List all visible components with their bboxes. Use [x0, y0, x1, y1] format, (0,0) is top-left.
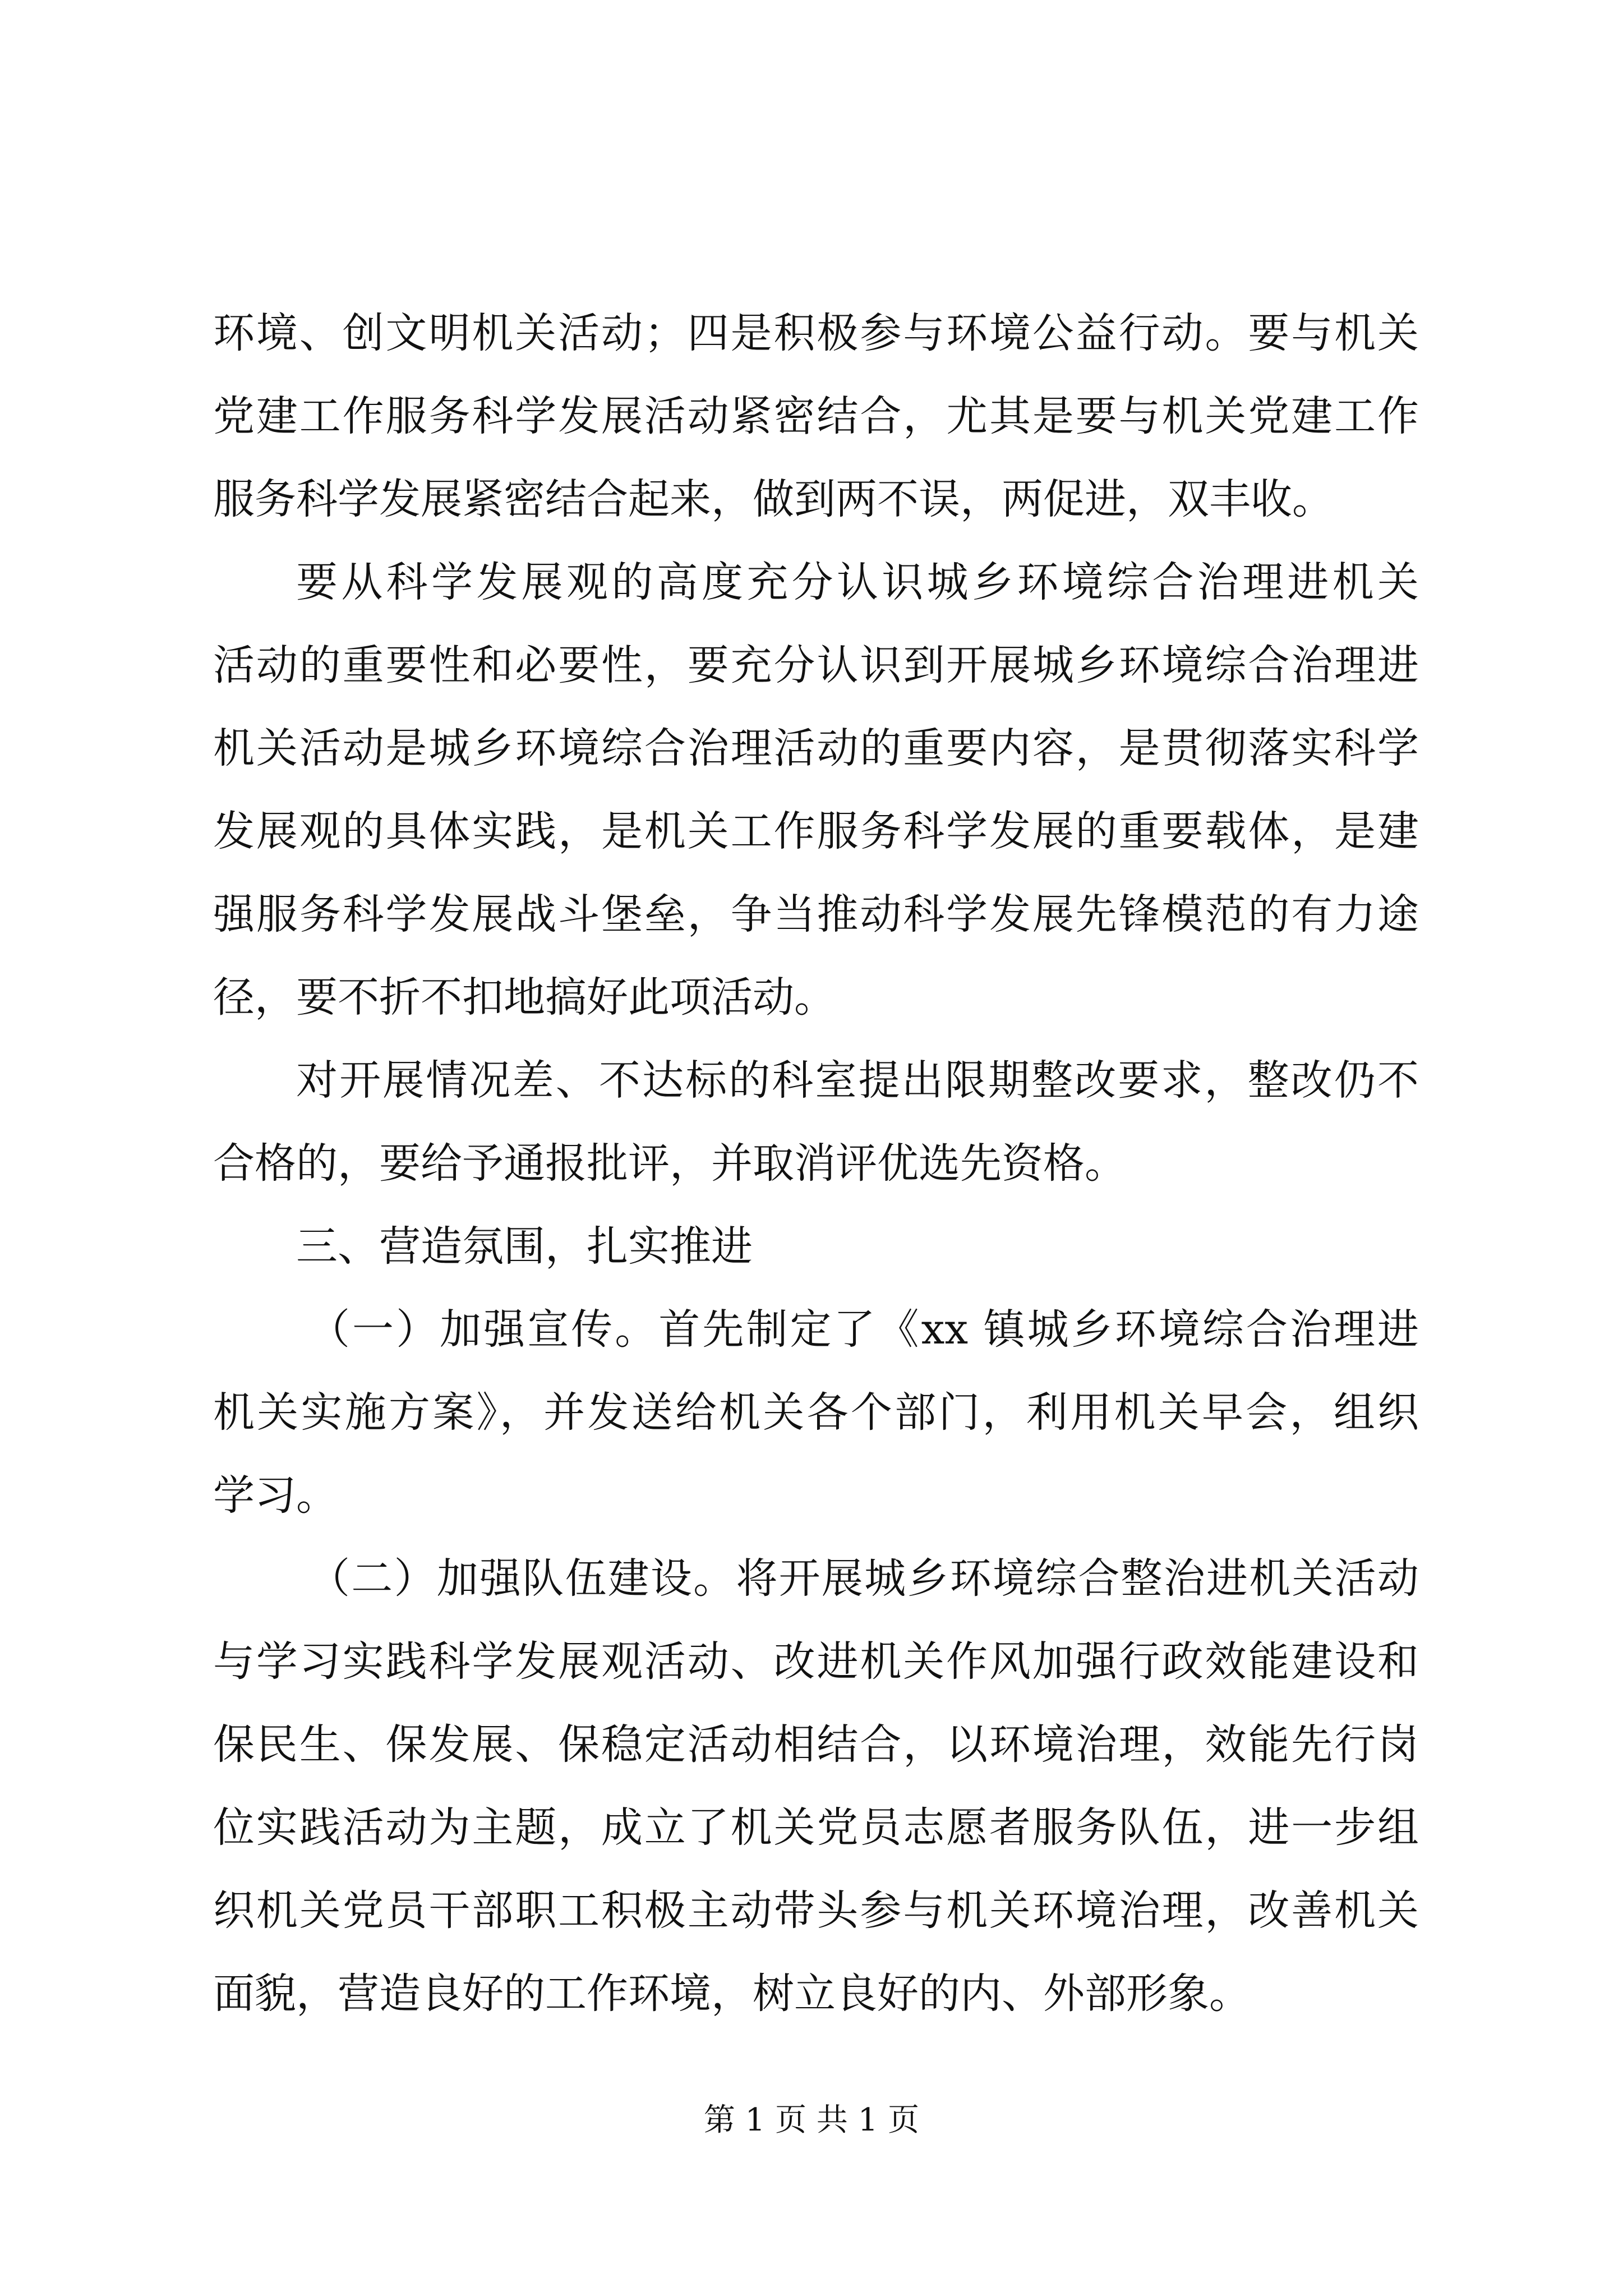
paragraph-first-line: 要从科学发展观的高度充分认识城乡环境综合治理进机关: [296, 558, 1419, 606]
section-heading: 三、营造氛围，扎实推进: [296, 1222, 753, 1271]
text-line: 合格的，要给予通报批评，并取消评优选先资格。: [213, 1139, 1126, 1188]
text-line: 环境、创文明机关活动；四是积极参与环境公益行动。要与机关: [213, 309, 1419, 357]
text-line: 活动的重要性和必要性，要充分认识到开展城乡环境综合治理进: [213, 641, 1419, 689]
text-line: 位实践活动为主题，成立了机关党员志愿者服务队伍，进一步组: [213, 1803, 1419, 1852]
paragraph-first-line: 对开展情况差、不达标的科室提出限期整改要求，整改仍不: [296, 1056, 1419, 1105]
text-line: 与学习实践科学发展观活动、改进机关作风加强行政效能建设和: [213, 1637, 1419, 1686]
page-number-footer: 第 1 页 共 1 页: [703, 2102, 920, 2138]
text-line: 党建工作服务科学发展活动紧密结合，尤其是要与机关党建工作: [213, 392, 1419, 440]
text-line: 机关实施方案》，并发送给机关各个部门，利用机关早会，组织: [213, 1388, 1419, 1437]
text-line: 学习。: [213, 1471, 338, 1520]
text-line: 强服务科学发展战斗堡垒，争当推动科学发展先锋模范的有力途: [213, 890, 1419, 938]
paragraph-first-line: （二）加强队伍建设。将开展城乡环境综合整治进机关活动: [308, 1554, 1419, 1603]
text-line: 织机关党员干部职工积极主动带头参与机关环境治理，改善机关: [213, 1887, 1419, 1935]
paragraph-first-line: （一）加强宣传。首先制定了《xx 镇城乡环境综合治理进: [308, 1305, 1419, 1354]
text-line: 机关活动是城乡环境综合治理活动的重要内容，是贯彻落实科学: [213, 724, 1419, 772]
text-line: 面貌，营造良好的工作环境，树立良好的内、外部形象。: [213, 1970, 1251, 2018]
document-body: [213, 292, 1419, 2035]
text-line: 服务科学发展紧密结合起来，做到两不误，两促进，双丰收。: [213, 475, 1334, 523]
text-line: 发展观的具体实践，是机关工作服务科学发展的重要载体，是建: [213, 807, 1419, 855]
text-line: 保民生、保发展、保稳定活动相结合，以环境治理，效能先行岗: [213, 1720, 1419, 1769]
text-line: 径，要不折不扣地搞好此项活动。: [213, 973, 836, 1022]
